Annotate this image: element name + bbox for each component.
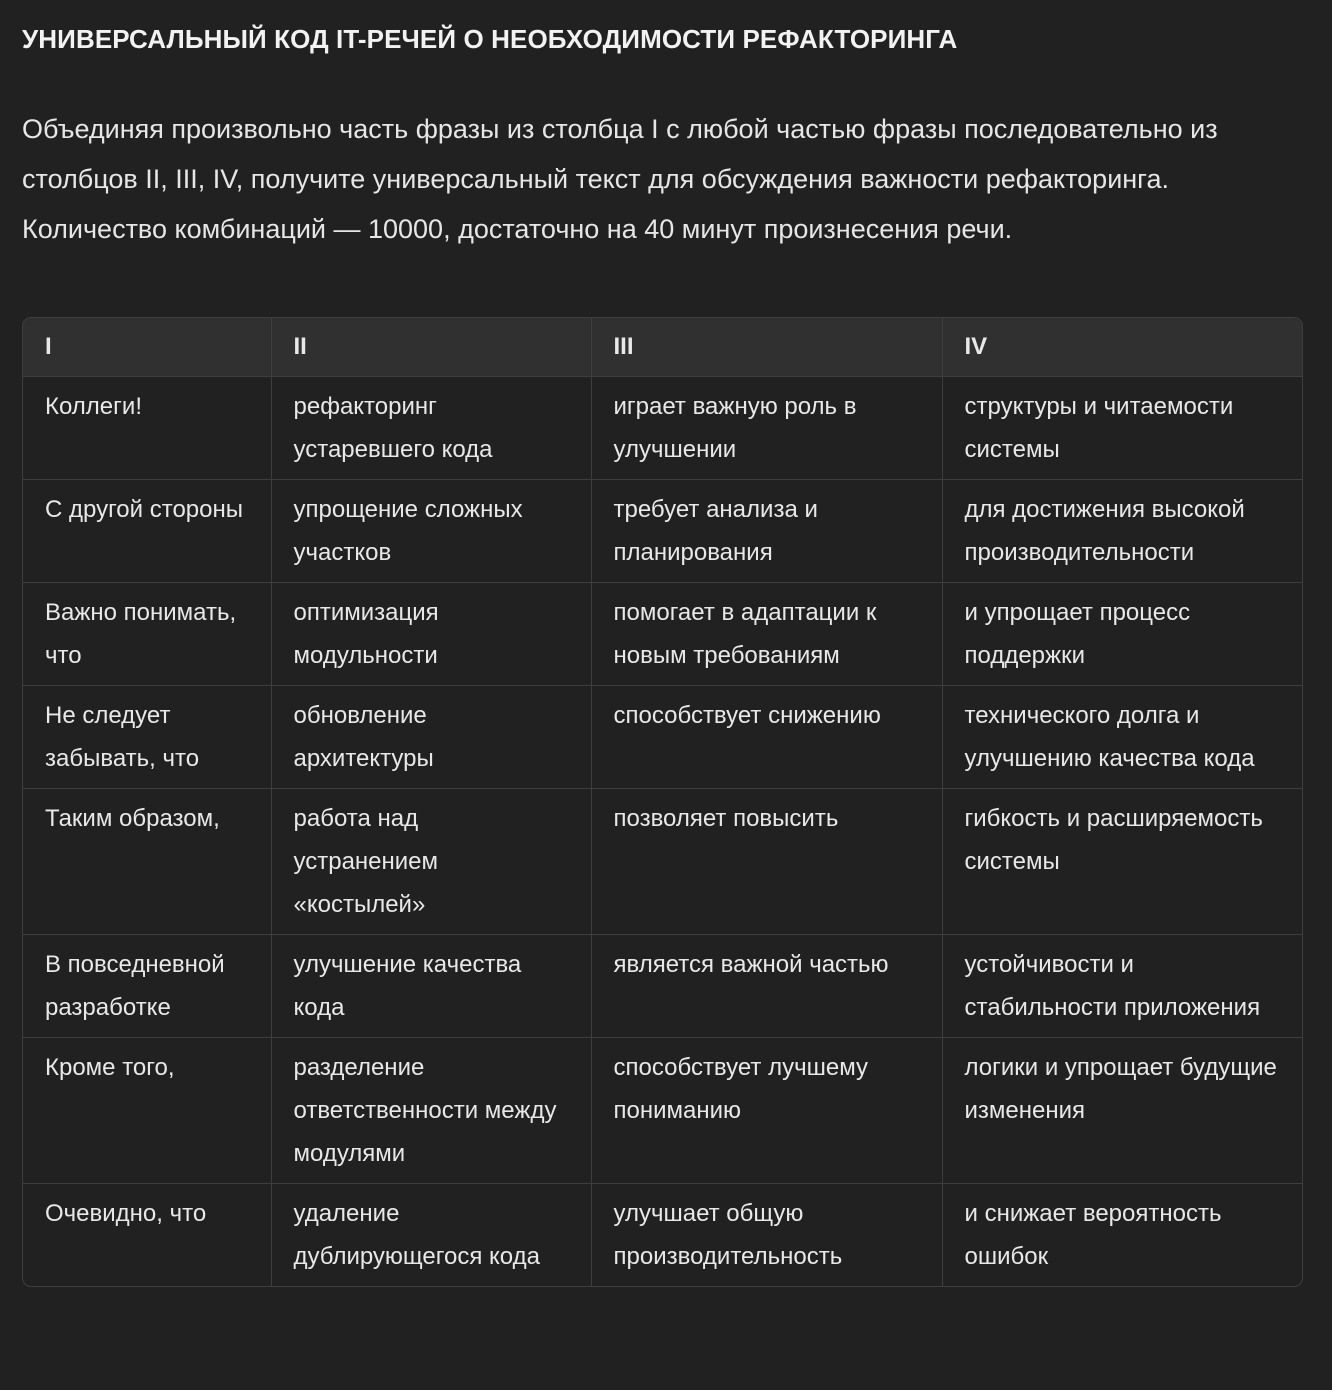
table-row: [23, 1184, 1302, 1287]
intro-paragraph: Объединяя произвольно часть фразы из столбца I с любой частью фразы последовательно из столбцов II, III, IV, получите универсальный текст для обсуждения важности рефакторинга. Количество комбинаций — 10000, достаточно на 40 минут произнесения речи.: [22, 114, 1218, 244]
table-cell: рефакторинг устаревшего кода: [271, 377, 591, 480]
table-cell: способствует лучшему пониманию: [591, 1038, 942, 1184]
table-cell: является важной частью: [591, 935, 942, 1038]
table-cell: упрощение сложных участков: [271, 480, 591, 583]
table-cell: устойчивости и стабильности приложения: [942, 935, 1302, 1038]
table-cell: Коллеги!: [23, 377, 271, 480]
column-header: I: [23, 318, 271, 377]
table-cell: логики и упрощает будущие изменения: [942, 1038, 1302, 1184]
column-header: III: [591, 318, 942, 377]
table-cell: способствует снижению: [591, 686, 942, 789]
table-cell: структуры и читаемости системы: [942, 377, 1302, 480]
table-row: [23, 935, 1302, 1038]
table-cell: Таким образом,: [23, 789, 271, 935]
table-cell: удаление дублирующегося кода: [271, 1184, 591, 1287]
table-row: [23, 686, 1302, 789]
table-cell: работа над устранением «костылей»: [271, 789, 591, 935]
table-cell: обновление архитектуры: [271, 686, 591, 789]
table-cell: требует анализа и планирования: [591, 480, 942, 583]
table-cell: позволяет повысить: [591, 789, 942, 935]
table-cell: Не следует забывать, что: [23, 686, 271, 789]
table-row: [23, 1038, 1302, 1184]
table-cell: С другой стороны: [23, 480, 271, 583]
table-cell: для достижения высокой производительности: [942, 480, 1302, 583]
table-row: [23, 377, 1302, 480]
phrase-table: [23, 318, 1302, 1286]
table-cell: улучшение качества кода: [271, 935, 591, 1038]
table-header-row: [23, 318, 1302, 377]
table-cell: технического долга и улучшению качества кода: [942, 686, 1302, 789]
table-cell: оптимизация модульности: [271, 583, 591, 686]
table-cell: В повседневной разработке: [23, 935, 271, 1038]
column-header: II: [271, 318, 591, 377]
column-header: IV: [942, 318, 1302, 377]
table-cell: гибкость и расширяемость системы: [942, 789, 1302, 935]
table-cell: и упрощает процесс поддержки: [942, 583, 1302, 686]
table-cell: Очевидно, что: [23, 1184, 271, 1287]
table-row: [23, 789, 1302, 935]
table-row: [23, 480, 1302, 583]
table-cell: улучшает общую производительность: [591, 1184, 942, 1287]
table-cell: разделение ответственности между модулями: [271, 1038, 591, 1184]
table-cell: играет важную роль в улучшении: [591, 377, 942, 480]
phrase-table-container: [22, 317, 1303, 1287]
table-cell: Важно понимать, что: [23, 583, 271, 686]
page-title: УНИВЕРСАЛЬНЫЙ КОД IT-РЕЧЕЙ О НЕОБХОДИМОСТИ РЕФАКТОРИНГА: [22, 24, 958, 54]
table-row: [23, 583, 1302, 686]
table-cell: и снижает вероятность ошибок: [964, 1200, 1222, 1270]
table-cell: помогает в адаптации к новым требованиям: [591, 583, 942, 686]
table-cell: Кроме того,: [23, 1038, 271, 1184]
